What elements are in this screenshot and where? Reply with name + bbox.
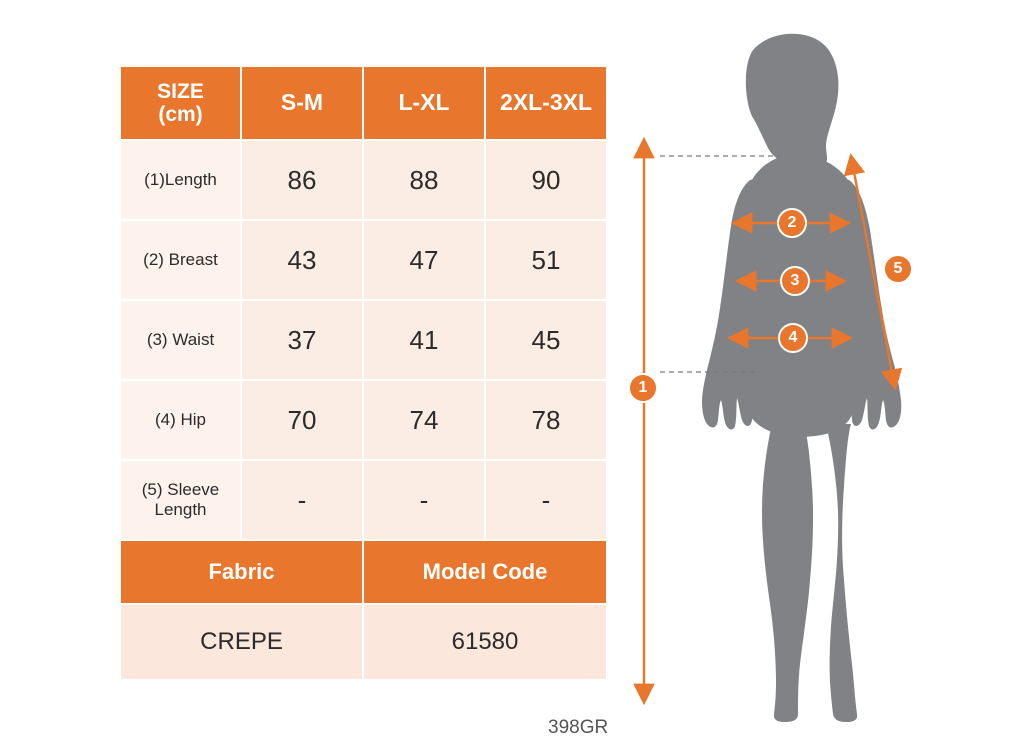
row-label-length: (1)Length: [120, 140, 241, 220]
badge-5-sleeve: 5: [883, 254, 913, 284]
header-col-2xl-3xl: 2XL-3XL: [485, 66, 607, 140]
badge-1-length: 1: [628, 373, 658, 403]
row-label-breast: (2) Breast: [120, 220, 241, 300]
table-row: [120, 220, 607, 300]
table-row: [120, 300, 607, 380]
badge-2-breast: 2: [777, 208, 807, 238]
table-row: [120, 380, 607, 460]
cell-sleeve-l-xl: -: [363, 460, 485, 540]
table-row: [120, 140, 607, 220]
cell-waist-l-xl: 41: [363, 300, 485, 380]
cell-waist-2xl-3xl: 45: [485, 300, 607, 380]
cell-length-l-xl: 88: [363, 140, 485, 220]
table-subheader-row: [120, 540, 607, 604]
header-size-label: [120, 66, 241, 140]
badge-3-waist: 3: [780, 266, 810, 296]
header-size-line2: (cm): [158, 103, 203, 126]
cell-hip-s-m: 70: [241, 380, 363, 460]
cell-hip-2xl-3xl: 78: [485, 380, 607, 460]
cell-breast-s-m: 43: [241, 220, 363, 300]
female-silhouette: [702, 34, 901, 722]
cell-sleeve-2xl-3xl: -: [485, 460, 607, 540]
row-label-sleeve-length: (5) Sleeve Length: [120, 460, 241, 540]
cell-waist-s-m: 37: [241, 300, 363, 380]
size-table: [119, 65, 608, 681]
cell-length-2xl-3xl: 90: [485, 140, 607, 220]
body-measurement-figure: [620, 20, 1010, 730]
table-row: [120, 460, 607, 540]
header-fabric: Fabric: [120, 540, 363, 604]
cell-model-code-value: 61580: [363, 604, 607, 680]
header-model-code: Model Code: [363, 540, 607, 604]
figure-svg: [620, 20, 1010, 730]
cell-breast-2xl-3xl: 51: [485, 220, 607, 300]
header-size-line1: SIZE: [157, 79, 204, 103]
cell-fabric-value: CREPE: [120, 604, 363, 680]
row-label-hip: (4) Hip: [120, 380, 241, 460]
row-label-waist: (3) Waist: [120, 300, 241, 380]
cell-sleeve-s-m: -: [241, 460, 363, 540]
cell-hip-l-xl: 74: [363, 380, 485, 460]
header-col-s-m: S-M: [241, 66, 363, 140]
table-footer-row: [120, 604, 607, 680]
cell-length-s-m: 86: [241, 140, 363, 220]
badge-4-hip: 4: [778, 323, 808, 353]
cell-breast-l-xl: 47: [363, 220, 485, 300]
table-header-row: [120, 66, 607, 140]
model-caption: 398GR: [548, 717, 609, 738]
header-col-l-xl: L-XL: [363, 66, 485, 140]
